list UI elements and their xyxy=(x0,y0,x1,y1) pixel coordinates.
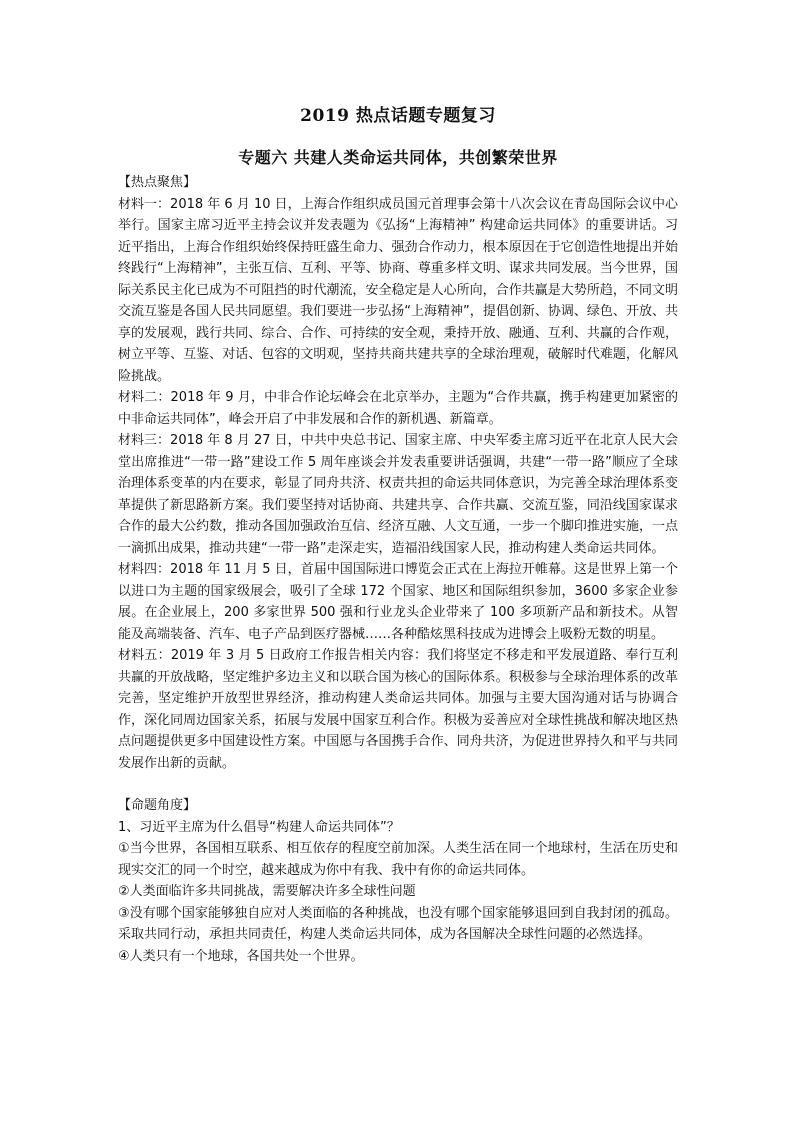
document-title: 2019 热点话题专题复习 xyxy=(300,106,496,126)
material-paragraph-3: 材料三：2018 年 8 月 27 日，中共中央总书记、国家主席、中央军委主席习近平在北京人民大会堂出席推进“一带一路”建设工作 5 周年座谈会并发表重要讲话强调，共建“一带一路”顺应了全球治理体系变革的内在要求，彰显了同舟共济、权责共担的命运共同体意识，为完善全球治理体系变革提供了新思路新方案。我们要坚持对话协商、共建共享、合作共赢、交流互鉴，同沿线国家谋求合作的最大公约数，推动各国加强政治互信、经济互融、人文互通，一步一个脚印推进实施，一点一滴抓出成果，推动共建“一带一路”走深走实，造福沿线国家人民，推动构建人类命运共同体。 xyxy=(118,433,678,556)
focus-heading: 【热点聚焦】 xyxy=(118,175,197,190)
answer-point-2: ②人类面临许多共同挑战，需要解决许多全球性问题 xyxy=(118,884,416,899)
material-paragraph-1: 材料一：2018 年 6 月 10 日，上海合作组织成员国元首理事会第十八次会议在青岛国际会议中心举行。国家主席习近平主持会议并发表题为《弘扬“上海精神” 构建命运共同体》的重要讲话。习近平指出，上海合作组织始终保持旺盛生命力、强劲合作动力，根本原因在于它创造性地提出并始终践行“上海精神”，主张互信、互利、平等、协商、尊重多样文明、谋求共同发展。当今世界，国际关系民主化已成为不可阻挡的时代潮流，安全稳定是人心所向，合作共赢是大势所趋，不同文明交流互鉴是各国人民共同愿望。我们要进一步弘扬“上海精神”，提倡创新、协调、绿色、开放、共享的发展观，践行共同、综合、合作、可持续的安全观，秉持开放、融通、互利、共赢的合作观，树立平等、互鉴、对话、包容的文明观，坚持共商共建共享的全球治理观，破解时代难题，化解风险挑战。 xyxy=(118,196,678,384)
section-spacer xyxy=(118,774,678,795)
angle-heading: 【命题角度】 xyxy=(118,798,197,813)
document-page xyxy=(118,104,678,967)
material-paragraph-4: 材料四：2018 年 11 月 5 日，首届中国国际进口博览会正式在上海拉开帷幕。这是世界上第一个以进口为主题的国家级展会，吸引了全球 172 个国家、地区和国际组织参加，3600 多家企业参展。在企业展上，200 多家世界 500 强和行业龙头企业带来了 100 多项新产品和新技术。从智能及高端装备、汽车、电子产品到医疗器械……各种酷炫黑科技成为进博会上吸粉无数的明星。 xyxy=(118,562,678,642)
material-paragraph-5: 材料五：2019 年 3 月 5 日政府工作报告相关内容：我们将坚定不移走和平发展道路、奉行互利共赢的开放战略，坚定维护多边主义和以联合国为核心的国际体系。积极参与全球治理体系的改革完善，坚定维护开放型世界经济，推动构建人类命运共同体。加强与主要大国沟通对话与协调合作，深化同周边国家关系，拓展与发展中国家互利合作。积极为妥善应对全球性挑战和解决地区热点问题提供更多中国建设性方案。中国愿与各国携手合作、同舟共济，为促进世界持久和平与共同发展作出新的贡献。 xyxy=(118,648,678,771)
material-paragraph-2: 材料二：2018 年 9 月，中非合作论坛峰会在北京举办，主题为“合作共赢，携手构建更加紧密的中非命运共同体”，峰会开启了中非发展和合作的新机遇、新篇章。 xyxy=(118,390,678,427)
topic-subtitle: 专题六 共建人类命运共同体，共创繁荣世界 xyxy=(238,148,558,167)
answer-point-1: ①当今世界，各国相互联系、相互依存的程度空前加深。人类生活在同一个地球村，生活在历史和现实交汇的同一个时空，越来越成为你中有我、我中有你的命运共同体。 xyxy=(118,841,678,878)
answer-point-3: ③没有哪个国家能够独自应对人类面临的各种挑战，也没有哪个国家能够退回到自我封闭的孤岛。采取共同行动，承担共同责任，构建人类命运共同体，成为各国解决全球性问题的必然选择。 xyxy=(118,905,678,942)
answer-point-4: ④人类只有一个地球，各国共处一个世界。 xyxy=(118,948,364,964)
question-1: 1、习近平主席为什么倡导“构建人命运共同体”？ xyxy=(118,819,400,835)
